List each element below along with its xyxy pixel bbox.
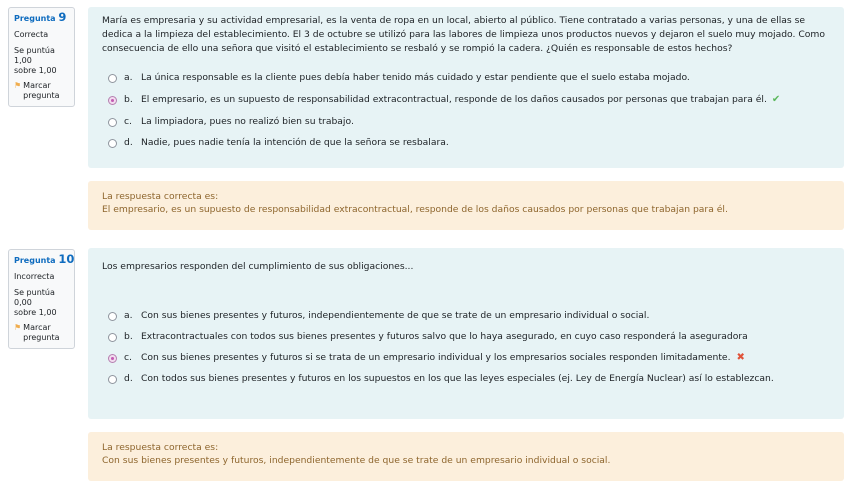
answer-letter: c. [124, 116, 132, 127]
radio-button[interactable] [108, 375, 117, 384]
radio-button-selected[interactable] [108, 96, 117, 105]
answer-option-c[interactable] [108, 115, 354, 129]
feedback-text: El empresario, es un supuesto de responsabilidad extracontractual, responde de los daños causados por personas que trabajan para él. [102, 204, 728, 215]
radio-button[interactable] [108, 312, 117, 321]
answer-option-c[interactable] [108, 351, 745, 365]
grade-line: Se puntúa 0,00 [14, 288, 55, 307]
answer-option-d[interactable] [108, 372, 774, 386]
answer-option-b[interactable] [108, 93, 780, 107]
answer-text: Con sus bienes presentes y futuros si se trata de un empresario individual y los empresarios sociales responden limitadamente. [141, 352, 731, 363]
question-content-9 [88, 7, 844, 168]
radio-button[interactable] [108, 139, 117, 148]
answer-option-a[interactable] [108, 309, 649, 323]
question-content-10 [88, 248, 844, 419]
flag-question-link[interactable] [14, 81, 69, 101]
flag-label[interactable]: Marcar [23, 323, 51, 332]
radio-button[interactable] [108, 118, 117, 127]
flag-label[interactable]: Marcar [23, 81, 51, 90]
question-grade [14, 46, 69, 76]
flag-label[interactable]: pregunta [23, 333, 60, 342]
radio-button[interactable] [108, 74, 117, 83]
flag-icon[interactable]: ⚑ [14, 81, 22, 90]
question-text: Los empresarios responden del cumplimiento de sus obligaciones... [102, 261, 414, 272]
answer-text: Con todos sus bienes presentes y futuros en los supuestos en los que las leyes especiales (ej. Ley de Energía Nuclear) así lo establezcan. [141, 373, 774, 384]
question-info-9 [8, 7, 75, 107]
feedback-title: La respuesta correcta es: [102, 191, 219, 202]
correct-answer-feedback-9 [88, 181, 844, 230]
correct-answer-feedback-10 [88, 432, 844, 481]
question-number [14, 12, 69, 24]
question-number-value: 9 [58, 10, 67, 24]
answer-option-a[interactable] [108, 71, 690, 85]
question-state: Incorrecta [14, 272, 55, 281]
answer-letter: d. [124, 137, 133, 148]
answer-option-b[interactable] [108, 330, 748, 344]
grade-line: Se puntúa 1,00 [14, 46, 55, 65]
answer-letter: b. [124, 94, 133, 105]
question-state: Correcta [14, 30, 49, 39]
flag-icon[interactable]: ⚑ [14, 323, 22, 332]
grade-line: sobre 1,00 [14, 308, 57, 317]
answer-text: El empresario, es un supuesto de responsabilidad extracontractual, responde de los daños causados por personas que trabajan para él. [141, 94, 767, 105]
question-grade [14, 288, 69, 318]
radio-button[interactable] [108, 333, 117, 342]
question-info-10 [8, 249, 75, 349]
question-number [14, 252, 75, 266]
question-text: María es empresaria y su actividad empresarial, es la venta de ropa en un local, abierto al público. Tiene contratado a varias personas, y una de ellas se dedica a la limpieza del establecimiento. El 3 de octubre se utilizó para las labores de limpieza unos productos nuevos y dejaron el suelo muy mojado. Como consecuencia de ello una señora que visitó el establecimiento se resbaló y se rompió la cadera. ¿Quién es responsable de estos hechos? [102, 15, 825, 54]
answer-letter: a. [124, 72, 133, 83]
flag-label[interactable]: pregunta [23, 91, 60, 100]
feedback-text: Con sus bienes presentes y futuros, independientemente de que se trate de un empresario individual o social. [102, 455, 611, 466]
radio-button-selected[interactable] [108, 354, 117, 363]
answer-letter: c. [124, 352, 132, 363]
check-icon: ✔ [771, 94, 781, 105]
flag-question-link[interactable] [14, 323, 69, 343]
answer-text: La limpiadora, pues no realizó bien su trabajo. [141, 116, 354, 127]
answer-option-d[interactable] [108, 136, 449, 150]
grade-line: sobre 1,00 [14, 66, 57, 75]
answer-letter: b. [124, 331, 133, 342]
answer-letter: a. [124, 310, 133, 321]
answer-text: Con sus bienes presentes y futuros, independientemente de que se trate de un empresario individual o social. [141, 310, 650, 321]
question-number-value: 10 [58, 252, 75, 266]
answer-text: La única responsable es la cliente pues debía haber tenido más cuidado y estar pendiente que el suelo estaba mojado. [141, 72, 690, 83]
feedback-title: La respuesta correcta es: [102, 442, 219, 453]
question-label: Pregunta [14, 14, 56, 23]
answer-text: Extracontractuales con todos sus bienes presentes y futuros salvo que lo haya asegurado, en cuyo caso responderá la aseguradora [141, 331, 748, 342]
question-label: Pregunta [14, 256, 56, 265]
cross-icon: ✖ [736, 352, 745, 363]
answer-text: Nadie, pues nadie tenía la intención de que la señora se resbalara. [141, 137, 449, 148]
answer-letter: d. [124, 373, 133, 384]
